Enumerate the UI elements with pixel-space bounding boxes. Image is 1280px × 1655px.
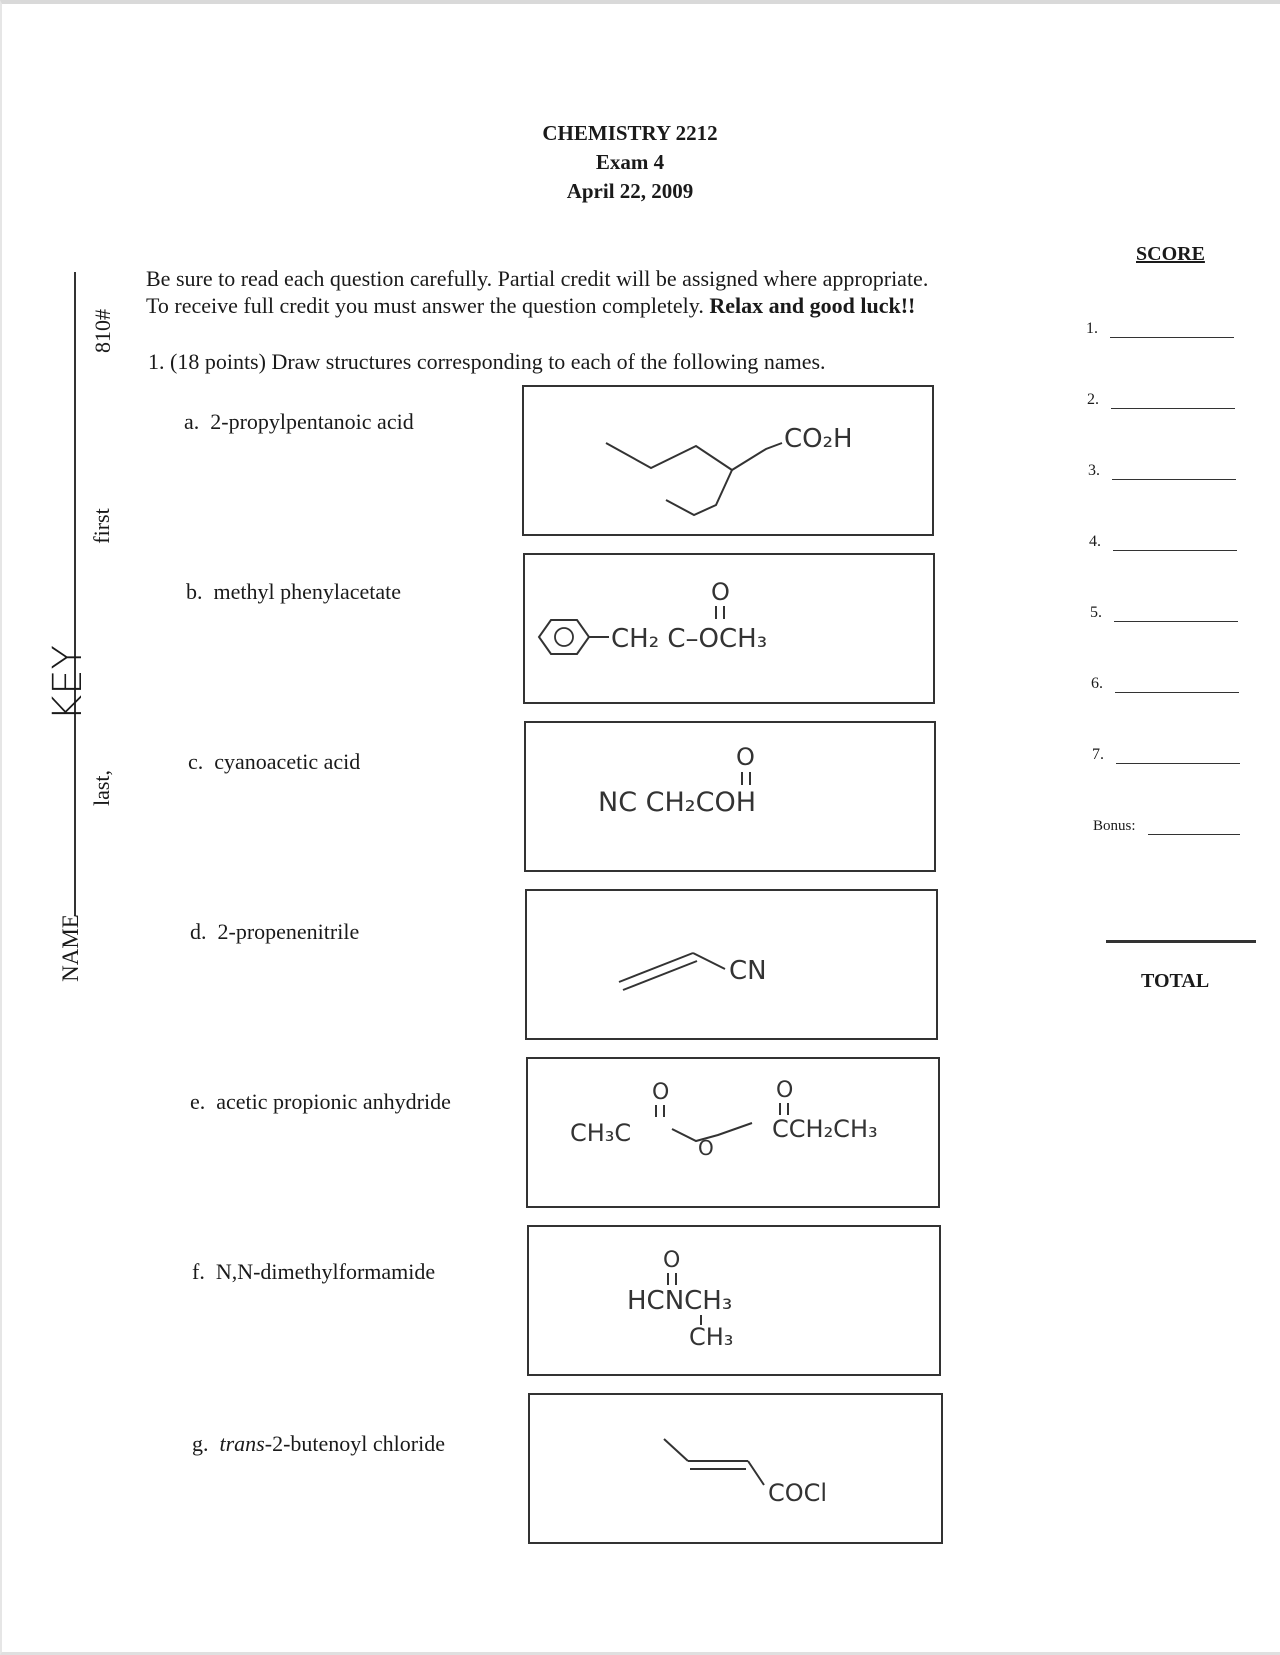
answer-box-d bbox=[525, 889, 938, 1040]
score-line-2: 2. bbox=[1087, 391, 1235, 409]
score-line-6: 6. bbox=[1091, 675, 1239, 693]
item-g-name: -2-butenoyl chloride bbox=[264, 1431, 445, 1456]
score-line-bonus: Bonus: bbox=[1093, 818, 1240, 835]
answer-box-e bbox=[526, 1057, 940, 1208]
item-e-label: e. acetic propionic anhydride bbox=[190, 1089, 451, 1114]
structure-a-text: CO₂H bbox=[784, 424, 853, 454]
structure-e-carbonyl-o-right: O bbox=[776, 1078, 794, 1103]
structure-b-text: CH₂ C–OCH₃ bbox=[611, 624, 768, 654]
structure-d-single-bond bbox=[693, 953, 725, 969]
item-g-label: g. trans-2-butenoyl chloride bbox=[192, 1431, 445, 1456]
structure-a-chain bbox=[606, 443, 782, 470]
benzene-ring bbox=[539, 620, 589, 654]
name-line bbox=[74, 272, 76, 916]
item-e-name: acetic propionic anhydride bbox=[216, 1089, 451, 1114]
structure-a bbox=[524, 387, 936, 538]
instructions-line-1: Be sure to read each question carefully. Partial credit will be assigned where appropriate. bbox=[146, 266, 929, 291]
exam-number: Exam 4 bbox=[595, 150, 665, 174]
score-blank-7 bbox=[1116, 763, 1240, 764]
score-blank-4 bbox=[1113, 550, 1237, 551]
id-label: 810# bbox=[90, 309, 115, 353]
item-a-label: a. 2-propylpentanoic acid bbox=[184, 409, 414, 434]
item-c-label: c. cyanoacetic acid bbox=[188, 749, 361, 774]
key-handwritten: KEY bbox=[45, 645, 91, 721]
structure-d bbox=[527, 891, 940, 1042]
total-rule bbox=[1106, 940, 1256, 943]
structure-g-acyl-bond bbox=[748, 1461, 764, 1485]
answer-box-g bbox=[528, 1393, 943, 1544]
score-line-3: 3. bbox=[1088, 462, 1236, 480]
structure-c bbox=[526, 723, 938, 874]
first-label: first bbox=[89, 508, 114, 544]
score-blank-1 bbox=[1110, 337, 1234, 338]
exam-date: April 22, 2009 bbox=[566, 179, 694, 203]
item-d-name: 2-propenenitrile bbox=[217, 919, 360, 944]
answer-box-c bbox=[524, 721, 936, 872]
score-title: SCORE bbox=[1136, 243, 1205, 265]
item-f-label: f. N,N-dimethylformamide bbox=[192, 1259, 436, 1284]
structure-c-text: NC CH₂COH bbox=[598, 787, 757, 818]
score-line-1: 1. bbox=[1086, 320, 1234, 338]
score-blank-bonus bbox=[1148, 834, 1240, 835]
answer-box-a bbox=[522, 385, 934, 536]
score-blank-5 bbox=[1114, 621, 1238, 622]
question-1-text: 1. (18 points) Draw structures corresponding to each of the following names. bbox=[148, 349, 826, 374]
structure-g-methyl-bond bbox=[664, 1439, 688, 1461]
structure-e-right-text: CCH₂CH₃ bbox=[772, 1115, 878, 1143]
structure-e bbox=[528, 1059, 942, 1210]
score-line-4: 4. bbox=[1089, 533, 1237, 551]
structure-b bbox=[525, 555, 937, 706]
answer-box-b bbox=[523, 553, 935, 704]
instructions-bold: Relax and good luck!! bbox=[709, 293, 916, 318]
item-d-label: d. 2-propenenitrile bbox=[190, 919, 360, 944]
item-g-trans: trans bbox=[219, 1431, 265, 1456]
score-line-5: 5. bbox=[1090, 604, 1238, 622]
course-title: CHEMISTRY 2212 bbox=[542, 121, 718, 145]
score-blank-6 bbox=[1115, 692, 1239, 693]
benzene-circle bbox=[555, 628, 573, 646]
structure-g-text: COCl bbox=[768, 1479, 828, 1507]
item-f-name: N,N-dimethylformamide bbox=[215, 1259, 436, 1284]
structure-a-propyl bbox=[666, 470, 732, 515]
name-label: NAME bbox=[58, 914, 83, 982]
total-label: TOTAL bbox=[1141, 970, 1210, 992]
structure-g bbox=[530, 1395, 945, 1546]
instructions-plain: To receive full credit you must answer the question completely. bbox=[146, 293, 710, 318]
structure-e-ether-o: O bbox=[698, 1136, 714, 1160]
item-c-name: cyanoacetic acid bbox=[214, 749, 361, 774]
structure-f-bottom-text: CH₃ bbox=[689, 1323, 734, 1351]
structure-c-carbonyl-o: O bbox=[736, 743, 755, 771]
score-line-7: 7. bbox=[1092, 746, 1240, 764]
score-blank-3 bbox=[1112, 479, 1236, 480]
score-blank-2 bbox=[1111, 408, 1235, 409]
answer-box-f bbox=[527, 1225, 941, 1376]
structure-f-top-text: HCNCH₃ bbox=[627, 1286, 733, 1316]
item-a-name: 2-propylpentanoic acid bbox=[210, 409, 414, 434]
structure-f-carbonyl-o: O bbox=[663, 1248, 681, 1273]
item-b-label: b. methyl phenylacetate bbox=[186, 579, 402, 604]
structure-e-left-text: CH₃C bbox=[570, 1119, 632, 1147]
instructions-line-2 bbox=[146, 293, 915, 319]
item-b-name: methyl phenylacetate bbox=[213, 579, 402, 604]
structure-b-carbonyl-o: O bbox=[711, 578, 730, 606]
structure-d-text: CN bbox=[729, 956, 767, 986]
structure-f bbox=[529, 1227, 943, 1378]
structure-e-carbonyl-o-left: O bbox=[652, 1080, 670, 1105]
last-label: last, bbox=[89, 769, 114, 807]
